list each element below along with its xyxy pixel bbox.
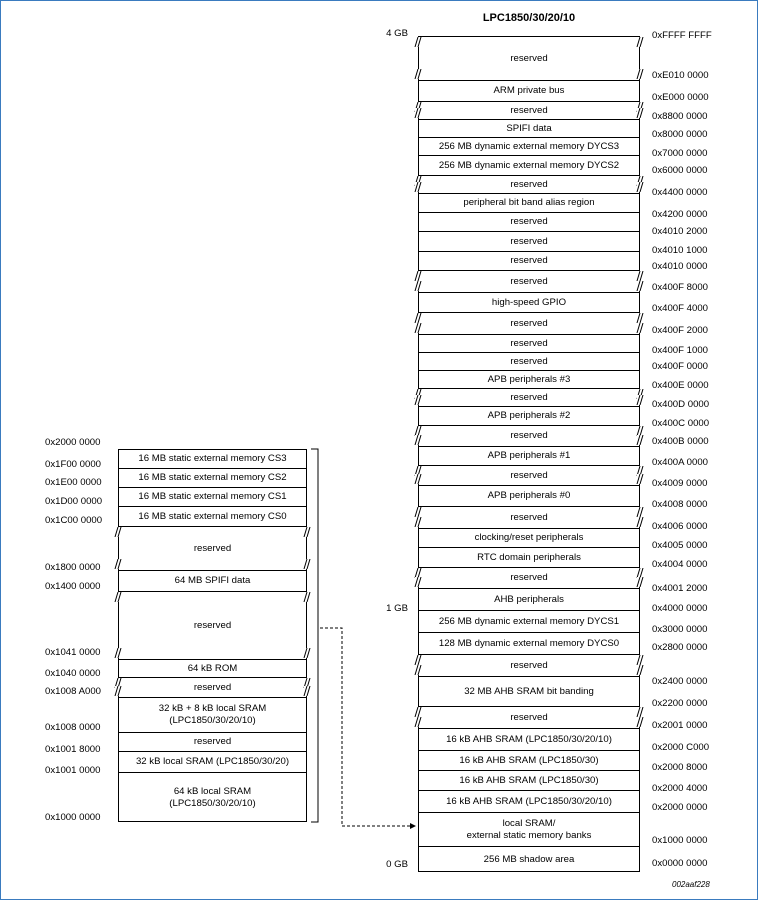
break-marker-icon: [633, 108, 647, 118]
local-region-6: reserved: [119, 592, 306, 660]
main-address-37: 0x2000 0000: [652, 802, 708, 813]
main-address-18: 0x400D 0000: [652, 399, 710, 410]
main-address-24: 0x4006 0000: [652, 521, 708, 532]
main-region-23: reserved: [419, 507, 639, 529]
local-region-2: 16 MB static external memory CS1: [119, 488, 306, 507]
main-region-7: peripheral bit band alias region: [419, 194, 639, 213]
break-marker-icon: [633, 577, 647, 587]
main-address-10: 0x4010 1000: [652, 245, 708, 256]
local-address-13: 0x1000 0000: [45, 812, 101, 823]
main-address-12: 0x400F 8000: [652, 282, 709, 293]
break-marker-icon: [633, 655, 647, 665]
break-marker-icon: [633, 435, 647, 445]
main-region-8: reserved: [419, 213, 639, 232]
main-address-20: 0x400B 0000: [652, 436, 709, 447]
local-address-10: 0x1008 0000: [45, 722, 101, 733]
local-region-1: 16 MB static external memory CS2: [119, 469, 306, 488]
main-address-36: 0x2000 4000: [652, 783, 708, 794]
break-marker-icon: [300, 592, 314, 602]
main-address-31: 0x2400 0000: [652, 676, 708, 687]
local-address-9: 0x1008 A000: [45, 686, 102, 697]
main-region-5: 256 MB dynamic external memory DYCS2: [419, 156, 639, 176]
break-marker-icon: [411, 707, 425, 717]
main-region-18: APB peripherals #2: [419, 407, 639, 426]
local-address-1: 0x1F00 0000: [45, 459, 102, 470]
local-region-7: 64 kB ROM: [119, 660, 306, 678]
break-marker-icon: [633, 474, 647, 484]
main-address-0: 0xFFFF FFFF: [652, 30, 712, 41]
break-marker-icon: [633, 707, 647, 717]
figure-id: 002aaf228: [672, 880, 710, 889]
local-region-3: 16 MB static external memory CS0: [119, 507, 306, 527]
local-address-2: 0x1E00 0000: [45, 477, 102, 488]
main-region-38: 256 MB shadow area: [483, 854, 575, 865]
main-region-33: 16 kB AHB SRAM (LPC1850/30/20/10): [419, 729, 639, 751]
local-address-6: 0x1400 0000: [45, 581, 101, 592]
break-marker-icon: [411, 37, 425, 47]
main-address-17: 0x400E 0000: [652, 380, 709, 391]
local-address-7: 0x1041 0000: [45, 647, 101, 658]
main-address-23: 0x4008 0000: [652, 499, 708, 510]
break-marker-icon: [633, 37, 647, 47]
main-address-28: 0x4000 0000: [652, 603, 708, 614]
main-region-3: SPIFI data: [419, 120, 639, 138]
break-marker-icon: [411, 281, 425, 291]
break-marker-icon: [411, 507, 425, 517]
main-address-5: 0x7000 0000: [652, 148, 708, 159]
main-region-35: 16 kB AHB SRAM (LPC1850/30): [419, 771, 639, 791]
main-region-36: 16 kB AHB SRAM (LPC1850/30/20/10): [419, 791, 639, 813]
break-marker-icon: [111, 686, 125, 696]
main-address-16: 0x400F 0000: [652, 361, 709, 372]
main-address-27: 0x4001 2000: [652, 583, 708, 594]
local-address-8: 0x1040 0000: [45, 668, 101, 679]
local-region-4: reserved: [119, 527, 306, 571]
main-address-6: 0x6000 0000: [652, 165, 708, 176]
break-marker-icon: [300, 686, 314, 696]
main-region-32: reserved: [419, 707, 639, 729]
local-region-10: reserved: [119, 733, 306, 752]
break-marker-icon: [411, 474, 425, 484]
break-marker-icon: [411, 655, 425, 665]
main-region-25: RTC domain peripherals: [419, 548, 639, 568]
main-region-37: local SRAM/ external static memory banks: [419, 813, 639, 847]
main-address-38: 0x1000 0000: [652, 835, 708, 846]
main-region-16: APB peripherals #3: [419, 371, 639, 389]
main-region-0: reserved: [419, 37, 639, 81]
main-region-20: APB peripherals #1: [419, 447, 639, 466]
local-region-0: 16 MB static external memory CS3: [119, 450, 306, 469]
main-address-34: 0x2000 C000: [652, 742, 710, 753]
main-address-4: 0x8000 0000: [652, 129, 708, 140]
local-address-0: 0x2000 0000: [45, 437, 101, 448]
main-region-4: 256 MB dynamic external memory DYCS3: [419, 138, 639, 156]
break-marker-icon: [411, 313, 425, 323]
break-marker-icon: [633, 313, 647, 323]
local-address-4: 0x1C00 0000: [45, 515, 103, 526]
break-marker-icon: [411, 665, 425, 675]
break-marker-icon: [633, 395, 647, 405]
main-region-19: reserved: [419, 426, 639, 447]
local-region-8: reserved: [119, 678, 306, 698]
main-address-39: 0x0000 0000: [652, 858, 708, 869]
break-marker-icon: [411, 577, 425, 587]
main-region-17: reserved: [419, 389, 639, 407]
main-address-8: 0x4200 0000: [652, 209, 708, 220]
local-address-11: 0x1001 8000: [45, 744, 101, 755]
diagram-title: LPC1850/30/20/10: [482, 12, 576, 24]
main-region-13: reserved: [419, 313, 639, 335]
break-marker-icon: [633, 182, 647, 192]
local-region-9: 32 kB + 8 kB local SRAM (LPC1850/30/20/10): [119, 698, 306, 733]
gb-label-4: 4 GB: [386, 28, 408, 39]
break-marker-icon: [111, 592, 125, 602]
local-address-5: 0x1800 0000: [45, 562, 101, 573]
break-marker-icon: [633, 69, 647, 79]
main-region-21: reserved: [419, 466, 639, 486]
break-marker-icon: [411, 717, 425, 727]
main-region-26: reserved: [419, 568, 639, 589]
break-marker-icon: [111, 648, 125, 658]
local-region-5: 64 MB SPIFI data: [119, 571, 306, 592]
local-region-11: 32 kB local SRAM (LPC1850/30/20): [119, 752, 306, 773]
local-memory-map: [118, 449, 307, 822]
main-region-11: reserved: [419, 271, 639, 293]
break-marker-icon: [633, 665, 647, 675]
main-region-22: APB peripherals #0: [419, 486, 639, 507]
main-address-26: 0x4004 0000: [652, 559, 708, 570]
main-address-25: 0x4005 0000: [652, 540, 708, 551]
main-region-28: 256 MB dynamic external memory DYCS1: [419, 611, 639, 633]
main-region-29: 128 MB dynamic external memory DYCS0: [419, 633, 639, 655]
main-address-30: 0x2800 0000: [652, 642, 708, 653]
break-marker-icon: [411, 517, 425, 527]
local-region-12: 64 kB local SRAM (LPC1850/30/20/10): [169, 786, 256, 809]
main-address-35: 0x2000 8000: [652, 762, 708, 773]
main-address-9: 0x4010 2000: [652, 226, 708, 237]
break-marker-icon: [411, 271, 425, 281]
main-region-24: clocking/reset peripherals: [419, 529, 639, 548]
break-marker-icon: [300, 648, 314, 658]
main-address-29: 0x3000 0000: [652, 624, 708, 635]
main-region-10: reserved: [419, 252, 639, 271]
break-marker-icon: [411, 108, 425, 118]
local-address-3: 0x1D00 0000: [45, 496, 103, 507]
main-address-7: 0x4400 0000: [652, 187, 708, 198]
main-region-14: reserved: [419, 335, 639, 353]
main-region-31: 32 MB AHB SRAM bit banding: [419, 677, 639, 707]
main-address-1: 0xE010 0000: [652, 70, 709, 81]
main-region-34: 16 kB AHB SRAM (LPC1850/30): [419, 751, 639, 771]
break-marker-icon: [633, 323, 647, 333]
break-marker-icon: [633, 517, 647, 527]
break-marker-icon: [411, 323, 425, 333]
break-marker-icon: [111, 527, 125, 537]
break-marker-icon: [300, 559, 314, 569]
main-address-19: 0x400C 0000: [652, 418, 710, 429]
main-region-6: reserved: [419, 176, 639, 194]
break-marker-icon: [300, 527, 314, 537]
break-marker-icon: [411, 182, 425, 192]
main-address-33: 0x2001 0000: [652, 720, 708, 731]
break-marker-icon: [411, 69, 425, 79]
main-address-11: 0x4010 0000: [652, 261, 708, 272]
main-region-1: ARM private bus: [419, 81, 639, 102]
main-address-22: 0x4009 0000: [652, 478, 708, 489]
main-address-14: 0x400F 2000: [652, 325, 709, 336]
break-marker-icon: [633, 507, 647, 517]
break-marker-icon: [633, 717, 647, 727]
main-region-12: high-speed GPIO: [419, 293, 639, 313]
main-region-9: reserved: [419, 232, 639, 252]
break-marker-icon: [633, 271, 647, 281]
break-marker-icon: [411, 395, 425, 405]
main-region-27: AHB peripherals: [419, 589, 639, 611]
break-marker-icon: [633, 281, 647, 291]
local-address-12: 0x1001 0000: [45, 765, 101, 776]
main-address-21: 0x400A 0000: [652, 457, 709, 468]
break-marker-icon: [411, 435, 425, 445]
main-region-30: reserved: [419, 655, 639, 677]
main-region-15: reserved: [419, 353, 639, 371]
main-address-2: 0xE000 0000: [652, 92, 709, 103]
main-address-3: 0x8800 0000: [652, 111, 708, 122]
main-address-32: 0x2200 0000: [652, 698, 708, 709]
main-region-2: reserved: [419, 102, 639, 120]
gb-label-0: 0 GB: [386, 859, 408, 870]
gb-label-1: 1 GB: [386, 603, 408, 614]
main-memory-map: [418, 36, 640, 872]
break-marker-icon: [111, 559, 125, 569]
main-address-13: 0x400F 4000: [652, 303, 709, 314]
main-address-15: 0x400F 1000: [652, 345, 709, 356]
